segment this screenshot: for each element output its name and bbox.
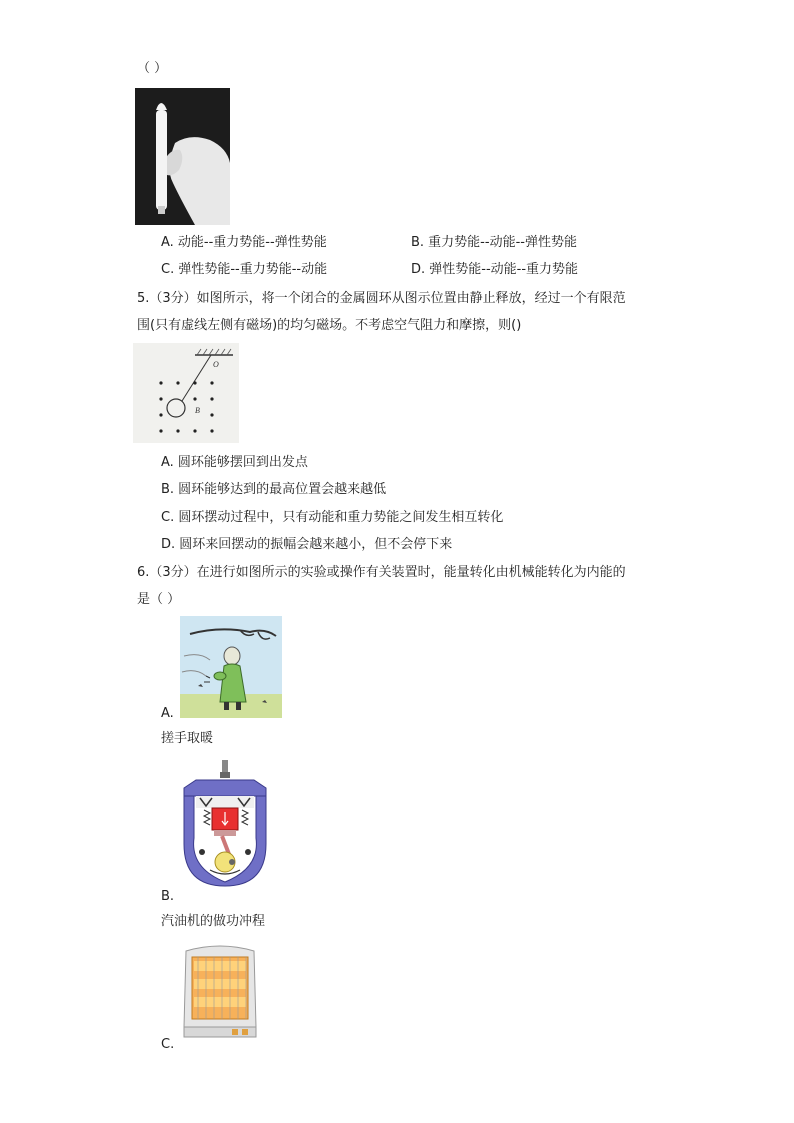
q6-option-b-letter: B. bbox=[161, 889, 175, 904]
q5-figure-pendulum-ring bbox=[133, 343, 239, 443]
q6-option-a-letter: A. bbox=[161, 706, 174, 721]
pivot-label: O bbox=[213, 360, 219, 369]
q4-option-b: B. 重力势能--动能--弹性势能 bbox=[411, 235, 577, 250]
q5-option-c: C. 圆环摆动过程中，只有动能和重力势能之间发生相互转化 bbox=[161, 510, 504, 525]
q6-option-a-caption: 搓手取暖 bbox=[161, 731, 214, 746]
q5-stem-line2: 围(只有虚线左侧有磁场)的均匀磁场。不考虑空气阻力和摩擦，则() bbox=[137, 318, 522, 333]
electric-heater-illustration bbox=[180, 941, 260, 1041]
q4-option-a: A. 动能--重力势能--弹性势能 bbox=[161, 235, 327, 250]
q5-option-d: D. 圆环来回摆动的振幅会越来越小，但不会停下来 bbox=[161, 537, 453, 552]
q4-option-c: C. 弹性势能--重力势能--动能 bbox=[161, 262, 328, 277]
q6-option-a-figure bbox=[180, 616, 282, 718]
q6-option-b-caption: 汽油机的做功冲程 bbox=[161, 914, 266, 929]
rubbing-hands-illustration bbox=[180, 616, 282, 718]
q4-figure-pen-spring bbox=[135, 88, 230, 225]
q6-stem-line1: 6.（3分）在进行如图所示的实验或操作有关装置时，能量转化由机械能转化为内能的 bbox=[137, 565, 626, 580]
q5-stem-line1: 5.（3分）如图所示，将一个闭合的金属圆环从图示位置由静止释放，经过一个有限范 bbox=[137, 291, 626, 306]
ring-label: B bbox=[195, 406, 200, 415]
q6-option-b-figure bbox=[180, 758, 270, 888]
q6-option-c-figure bbox=[180, 941, 260, 1041]
q5-option-b: B. 圆环能够达到的最高位置会越来越低 bbox=[161, 482, 387, 497]
q4-option-d: D. 弹性势能--动能--重力势能 bbox=[411, 262, 579, 277]
pen-hand-illustration bbox=[135, 88, 230, 225]
pendulum-magnetic-field-diagram bbox=[133, 343, 239, 443]
q6-stem-line2: 是（ ） bbox=[137, 592, 181, 607]
q5-option-a: A. 圆环能够摆回到出发点 bbox=[161, 455, 308, 470]
q4-answer-bracket: （ ） bbox=[137, 61, 168, 76]
gasoline-engine-power-stroke-diagram bbox=[180, 758, 270, 888]
q6-option-c-letter: C. bbox=[161, 1037, 175, 1052]
